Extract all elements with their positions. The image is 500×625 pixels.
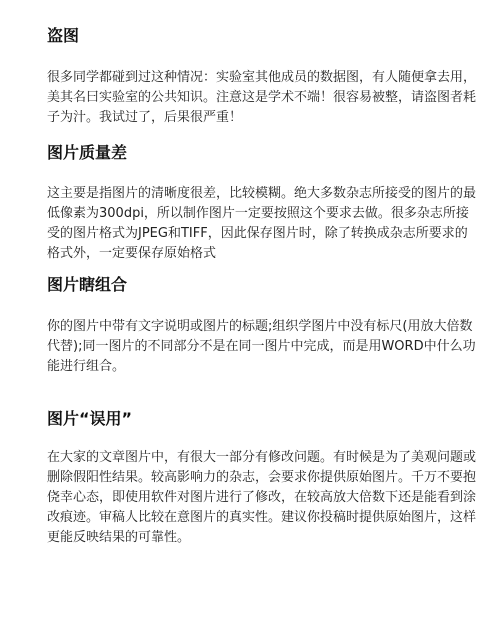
section-poor-image-quality	[47, 143, 477, 264]
section-heading: 图片瞎组合	[47, 275, 128, 294]
section-image-theft	[47, 26, 477, 128]
section-image-misuse	[47, 409, 477, 548]
section-paragraph: 在大家的文章图片中，有很大一部分有修改问题。有时候是为了美观问题或删除假阳性结果。较高影响力的杂志，会要求你提供原始图片。千万不要抱侥幸心态，即使用软件对图片进行了修改，在较高放大倍数下还是能看到涂改痕迹。审稿人比较在意图片的真实性。建议你投稿时提供原始图片，这样更能反映结果的可靠性。	[47, 450, 477, 545]
section-heading: 图片质量差	[47, 143, 128, 162]
section-paragraph: 很多同学都碰到过这种情况：实验室其他成员的数据图，有人随便拿去用，美其名曰实验室的公共知识。注意这是学术不端！很容易被整，请盗图者耗子为汁。我试过了，后果很严重！	[47, 70, 477, 125]
section-heading: 图片“误用”	[47, 409, 133, 428]
section-heading: 盗图	[47, 26, 80, 45]
section-paragraph: 你的图片中带有文字说明或图片的标题;组织学图片中没有标尺(用放大倍数代替);同一图片的不同部分不是在同一图片中完成，而是用WORD中什么功能进行组合。	[47, 319, 476, 374]
section-paragraph: 这主要是指图片的清晰度很差，比较模糊。绝大多数杂志所接受的图片的最低像素为300dpi，所以制作图片一定要按照这个要求去做。很多杂志所接受的图片格式为JPEG和TIFF，因此保存图片时，除了转换成杂志所要求的格式外，一定要保存原始格式	[47, 186, 477, 261]
section-bad-image-combination	[47, 275, 477, 377]
